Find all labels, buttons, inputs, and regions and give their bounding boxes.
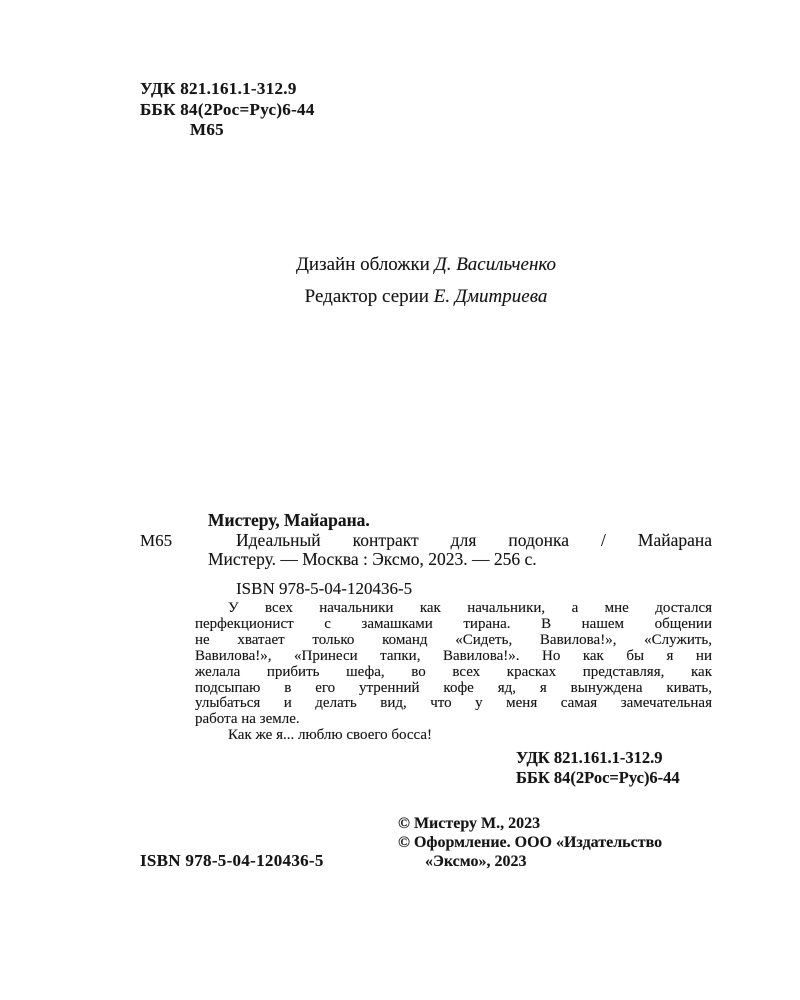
- top-codes-block: [140, 79, 315, 141]
- bottom-bbk-line: ББК 84(2Рос=Рус)6-44: [516, 767, 680, 787]
- bbk-line: ББК 84(2Рос=Рус)6-44: [140, 99, 315, 119]
- bottom-udk-line: УДК 821.161.1-312.9: [516, 748, 663, 767]
- text-line: «Эксмо», 2023: [425, 853, 527, 870]
- text-line: Мистеру. — Москва : Эксмо, 2023. — 256 с.: [208, 549, 537, 569]
- cover-design-line: [140, 254, 712, 275]
- catalog-entry-block: [208, 511, 712, 570]
- text-line: улыбаться и делать вид, что у меня самая замечательная: [195, 695, 712, 712]
- text-line: © Мистеру М., 2023: [398, 815, 541, 832]
- series-editor-label: Редактор серии: [304, 286, 429, 307]
- cover-design-name: Д. Васильченко: [434, 254, 557, 275]
- text-line: подсыпаю в его утренний кофе яд, я вынуждена кивать,: [195, 679, 712, 696]
- annotation-block: [195, 601, 712, 744]
- udk-line: УДК 821.161.1-312.9: [140, 79, 297, 98]
- text-line: У всех начальники как начальники, а мне достался: [228, 600, 712, 616]
- text-line: Вавилова!», «Принеси тапки, Вавилова!». Но как бы я ни: [195, 647, 712, 664]
- isbn-line-top: ISBN 978-5-04-120436-5: [236, 579, 413, 598]
- author-code-line: М65: [190, 120, 224, 139]
- text-line: перфекционист с замашками тирана. В нашем общении: [195, 615, 712, 632]
- text-line: желала прибить шефа, во всех красках представляя, как: [195, 663, 712, 680]
- text-line: © Оформление. ООО «Издательство: [398, 834, 663, 851]
- credits-block: [140, 254, 712, 307]
- text-line: работа на земле.: [195, 711, 300, 728]
- copyright-block: [398, 814, 728, 871]
- bottom-codes-block: [516, 748, 680, 787]
- text-line: Идеальный контракт для подонка / Майарана: [236, 529, 712, 550]
- catalog-author-heading: Мистеру, Майарана.: [208, 510, 370, 530]
- catalog-author-code: М65: [140, 531, 173, 550]
- annotation-paragraph: [195, 601, 712, 728]
- catalog-description: [208, 531, 712, 570]
- annotation-closing-line: Как же я... люблю своего босса!: [228, 727, 433, 744]
- isbn-line-bottom: ISBN 978-5-04-120436-5: [140, 851, 324, 870]
- cover-design-label: Дизайн обложки: [295, 254, 430, 275]
- text-line: не хватает только команд «Сидеть, Вавилова!», «Служить,: [195, 631, 712, 648]
- series-editor-name: Е. Дмитриева: [433, 286, 548, 307]
- series-editor-line: [140, 286, 712, 307]
